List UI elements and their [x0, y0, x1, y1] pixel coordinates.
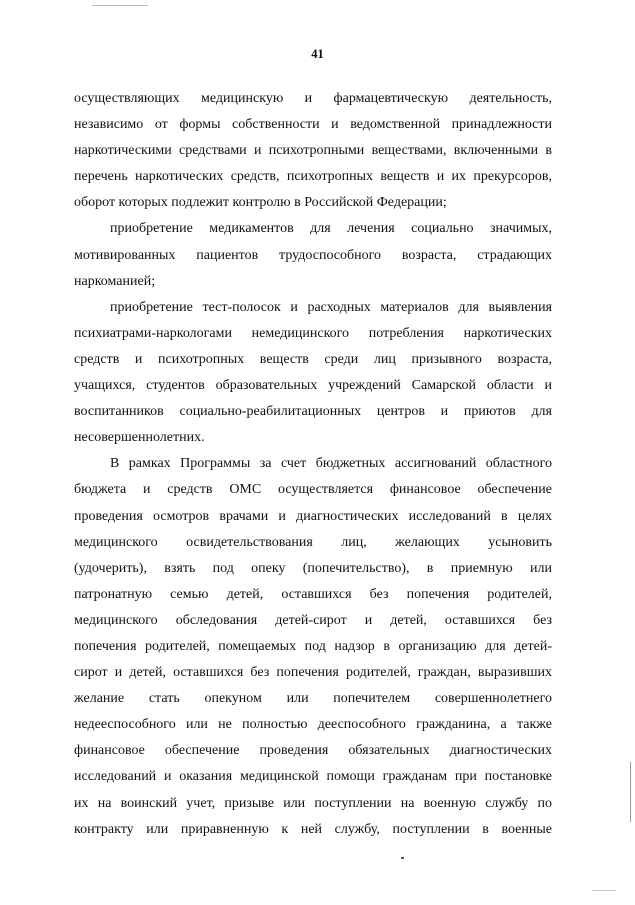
- page-number: 41: [311, 47, 324, 61]
- text-line: попечения родителей, помещаемых под надзор в организацию для детей-: [74, 638, 552, 654]
- text-line: патронатную семью детей, оставшихся без попечения родителей,: [74, 586, 552, 602]
- text-line: средств и психотропных веществ среди лиц призывного возраста,: [74, 351, 552, 367]
- text-line: наркотическими средствами и психотропными веществами, включенными в: [74, 143, 552, 159]
- text-line: оборот которых подлежит контролю в Российской Федерации;: [74, 195, 447, 211]
- text-line: проведения осмотров врачами и диагностических исследований в целях: [74, 508, 552, 524]
- text-line: их на воинский учет, призыве или поступлении на военную службу по: [74, 795, 552, 811]
- text-line: желание стать опекуном или попечителем совершеннолетнего: [74, 691, 552, 707]
- text-line: исследований и оказания медицинской помощи гражданам при постановке: [74, 769, 552, 785]
- scan-artifact-right-edge: [630, 762, 631, 822]
- text-line: осуществляющих медицинскую и фармацевтическую деятельность,: [74, 91, 552, 106]
- text-line: медицинского обследования детей-сирот и детей, оставшихся без: [74, 612, 552, 628]
- body-text: [74, 86, 552, 843]
- scan-artifact-corner: [592, 890, 616, 891]
- text-line: воспитанников социально-реабилитационных центров и приютов для: [74, 404, 552, 420]
- text-line: (удочерить), взять под опеку (попечительство), в приемную или: [74, 560, 552, 576]
- text-line: бюджета и средств ОМС осуществляется финансовое обеспечение: [74, 482, 552, 498]
- text-line: мотивированных пациентов трудоспособного возраста, страдающих: [74, 247, 552, 263]
- text-line: наркоманией;: [74, 273, 156, 289]
- text-line: финансовое обеспечение проведения обязательных диагностических: [74, 743, 552, 759]
- scan-artifact-top: [92, 5, 148, 6]
- text-line: приобретение тест-полосок и расходных материалов для выявления: [110, 299, 552, 315]
- text-line: сирот и детей, оставшихся без попечения родителей, граждан, выразивших: [74, 665, 552, 681]
- text-line: учащихся, студентов образовательных учреждений Самарской области и: [74, 378, 552, 394]
- text-line: В рамках Программы за счет бюджетных ассигнований областного: [110, 456, 552, 472]
- text-line: несовершеннолетних.: [74, 430, 205, 446]
- text-line: перечень наркотических средств, психотропных веществ и их прекурсоров,: [74, 169, 552, 185]
- text-line: психиатрами-наркологами немедицинского потребления наркотических: [74, 325, 552, 341]
- text-line: независимо от формы собственности и ведомственной принадлежности: [74, 117, 552, 133]
- scan-artifact-speck: [401, 857, 404, 859]
- text-line: недееспособного или не полностью дееспособного гражданина, а также: [74, 717, 552, 733]
- text-line: контракту или приравненную к ней службу, поступлении в военные: [74, 821, 552, 837]
- text-line: медицинского освидетельствования лиц, желающих усыновить: [74, 534, 552, 550]
- text-line: приобретение медикаментов для лечения социально значимых,: [110, 221, 552, 237]
